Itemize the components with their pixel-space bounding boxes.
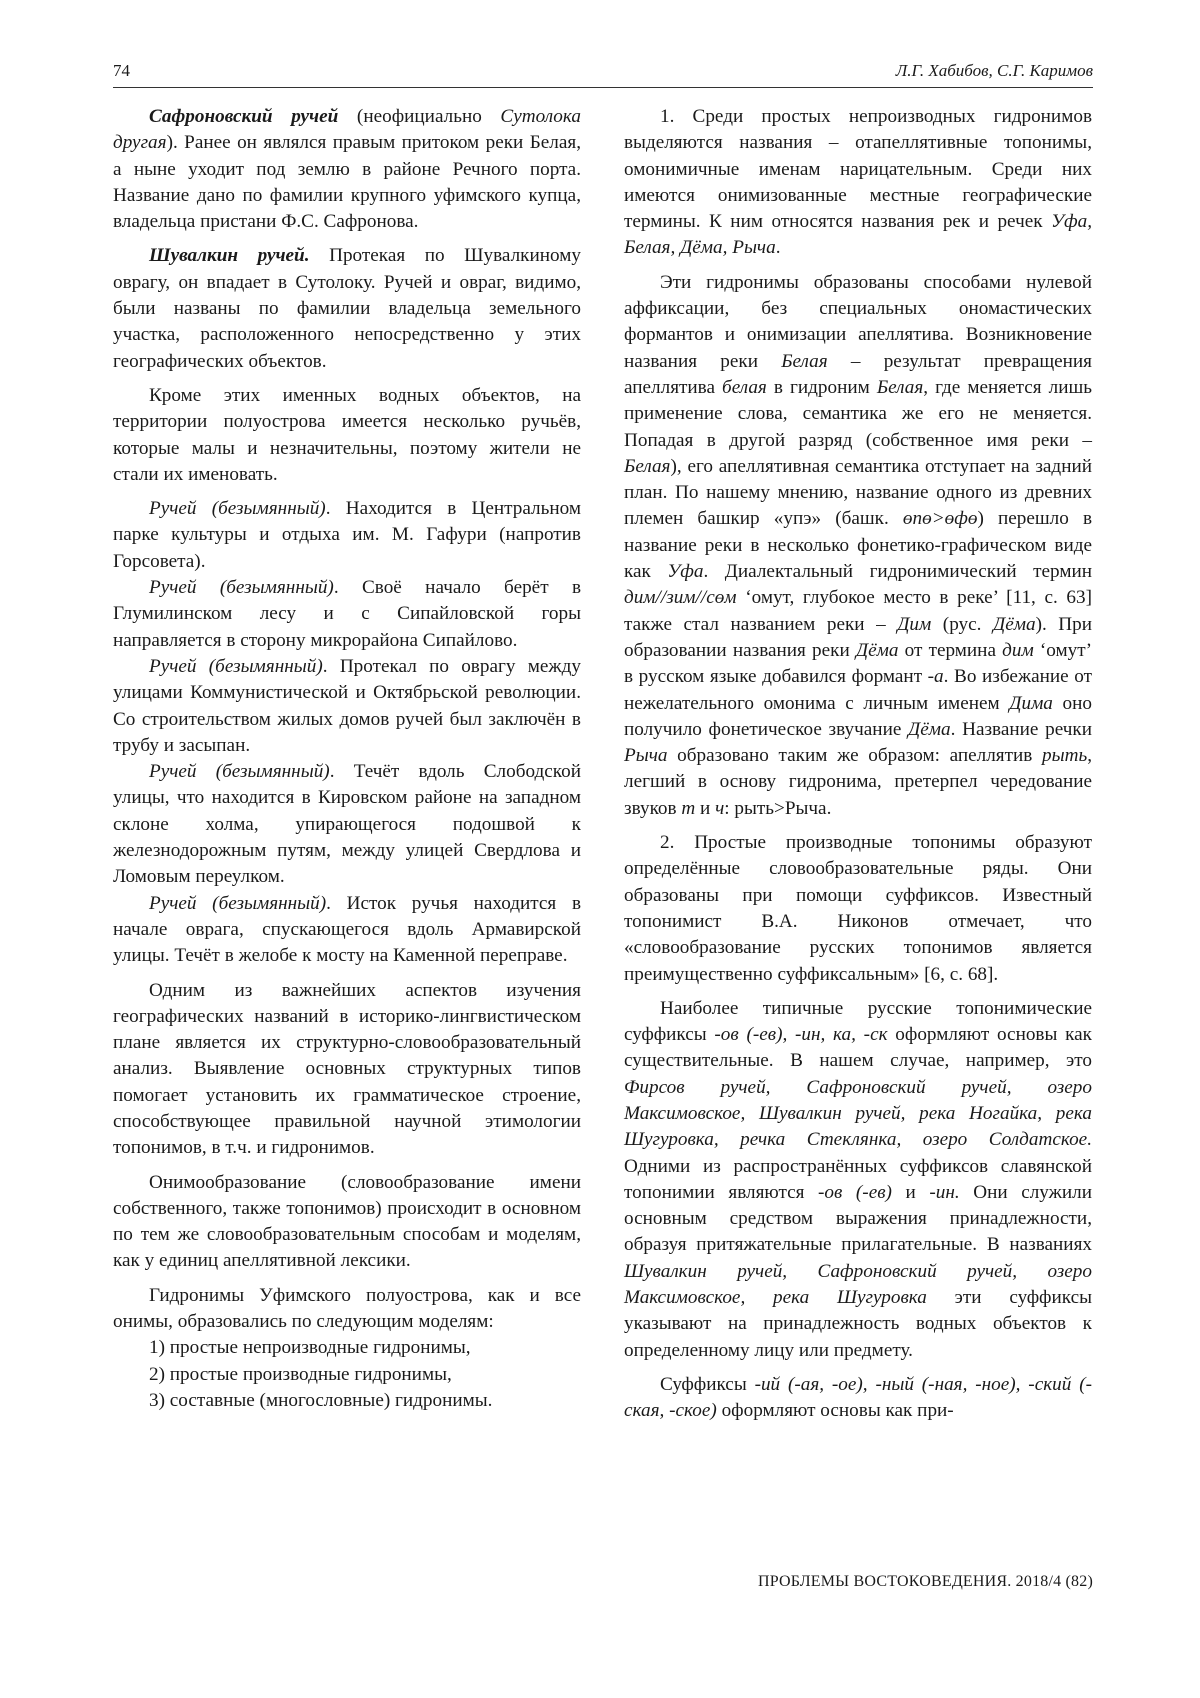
italic-term: Ручей (безымянный) <box>149 892 327 914</box>
italic-term: Ручей (безымянный) <box>149 498 326 520</box>
page-number: 74 <box>113 61 130 80</box>
italic-term: -ин. <box>929 1181 960 1203</box>
italic-term: Ручей (безымянный) <box>149 577 334 599</box>
italic-term: Дёма <box>992 613 1036 635</box>
italic-term: Сутолока другая <box>113 106 581 154</box>
journal-footer: ПРОБЛЕМЫ ВОСТОКОВЕДЕНИЯ. 2018/4 (82) <box>757 1573 1093 1590</box>
list-item: 1) простые непроизводные гидронимы, <box>149 1337 471 1359</box>
right-column <box>624 104 1092 1425</box>
italic-term: Уфа, Белая, Дёма, Рыча <box>624 211 1092 259</box>
paragraph: Ручей (безымянный). Исток ручья находится в начале оврага, спускающегося вдоль Армавирской улицы. Течёт в желобе к мосту на Каменной переправе. <box>113 892 581 967</box>
paragraph: Сафроновский ручей (неофициально Сутолока другая). Ранее он являлся правым притоком реки Белая, а ныне уходит под землю в районе Речного порта. Название дано по фамилии крупного уфимского купца, владельца пристани Ф.С. Сафронова. <box>113 106 581 233</box>
paragraph: Шувалкин ручей. Протекая по Шувалкиному оврагу, он впадает в Сутолоку. Ручей и овраг, видимо, были названы по фамилии владельца земельного участка, расположенного непосредственно у этих географических объектов. <box>113 245 581 372</box>
paragraph: Кроме этих именных водных объектов, на территории полуострова имеется несколько ручьёв, которые малы и незначительны, поэтому жители не стали их именовать. <box>113 384 581 485</box>
paragraph: Ручей (безымянный). Находится в Центральном парке культуры и отдыха им. М. Гафури (напротив Горсовета). <box>113 498 581 572</box>
paragraph: Ручей (безымянный). Протекал по оврагу между улицами Коммунистической и Октябрьской революции. Со строительством жилых домов ручей был заключён в трубу и засыпан. <box>113 655 581 756</box>
paragraph: Ручей (безымянный). Течёт вдоль Слободской улицы, что находится в Кировском районе на западном склоне холма, упирающегося подошвой к железнодорожным путям, между улицей Свердлова и Ломовым переулком. <box>113 761 581 888</box>
italic-term: Белая <box>624 455 671 477</box>
entry-heading: Сафроновский ручей <box>149 106 339 127</box>
italic-term: Дёма <box>855 639 899 661</box>
italic-term: -ов (-ев), -ин, ка, -ск <box>714 1024 888 1046</box>
list-item: 2) простые производные гидронимы, <box>149 1363 452 1385</box>
italic-term: дим//зим//сөм <box>624 587 737 609</box>
italic-term: Ручей (безымянный) <box>149 761 330 783</box>
italic-term: Дёма <box>908 718 951 740</box>
italic-term: Уфа <box>667 561 704 583</box>
paragraph: Эти гидронимы образованы способами нулевой аффиксации, без специальных ономастических формантов и онимизации апеллятива. Возникновение названия реки Белая – результат превращения апеллятива белая в гидроним Белая, где меняется лишь применение слова, семантика же его не меняется. Попадая в другой разряд (собственное имя реки – Белая), его апеллятивная семантика отступает на задний план. По нашему мнению, название одного из древних племен башкир «упэ» (башк. өпө>өфө) перешло в название реки в несколько фонетико-графическом виде как Уфа. Диалектальный гидронимический термин дим//зим//сөм ‘омут, глубокое место в реке’ [11, с. 63] также стал названием реки – Дим (рус. Дёма). При образовании названия реки Дёма от термина дим ‘омут’ в русском языке добавился формант -а. Во избежание от нежелательного омонима с личным именем Дима оно получило фонетическое звучание Дёма. Название речки Рыча образовано таким же образом: апеллятив рыть, легший в основу гидронима, претерпел чередование звуков т и ч: рыть>Рыча. <box>624 271 1093 819</box>
paragraph: Наиболее типичные русские топонимические суффиксы -ов (-ев), -ин, ка, -ск оформляют основы как существительные. В нашем случае, например, это Фирсов ручей, Сафроновский ручей, озеро Максимовское, Шувалкин ручей, река Ногайка, река Шугуровка, речка Стеклянка, озеро Солдатское. Одними из распространённых суффиксов славянской топонимии являются -ов (-ев) и -ин. Они служили основным средством выражения принадлежности, образуя притяжательные прилагательные. В названиях Шувалкин ручей, Сафроновский ручей, озеро Максимовское, река Шугуровка эти суффиксы указывают на принадлежность водных объектов к определенному лицу или предмету. <box>624 997 1093 1361</box>
paragraph: Ручей (безымянный). Своё начало берёт в Глумилинском лесу и с Сипайловской горы направляется в сторону микрорайона Сипайлово. <box>113 577 581 651</box>
italic-term: Дима <box>1009 692 1053 714</box>
paragraph: Гидронимы Уфимского полуострова, как и все онимы, образовались по следующим моделям: <box>113 1284 581 1333</box>
italic-term: Белая <box>876 376 924 398</box>
left-column <box>113 104 581 1414</box>
italic-term: Шувалкин ручей, Сафроновский ручей, озеро Максимовское, река Шугуровка <box>624 1260 1092 1309</box>
running-head-authors: Л.Г. Хабибов, С.Г. Каримов <box>895 61 1093 80</box>
italic-term: т <box>681 797 696 819</box>
italic-term: белая <box>722 376 767 398</box>
italic-term: ч <box>715 797 725 819</box>
italic-term: рыть <box>1042 745 1088 767</box>
paragraph: Онимообразование (словообразование имени собственного, также топонимов) происходит в основном по тем же словообразовательным способам и моделям, как у единиц апеллятивной лексики. <box>113 1171 581 1272</box>
entry-heading: Шувалкин ручей. <box>149 245 310 267</box>
italic-term: -ий (-ая, -ое), -ный (-ная, -ное), -ский (-ская, -ское) <box>624 1373 1092 1422</box>
italic-term: Рыча <box>624 745 668 767</box>
list-item: 3) составные (многословные) гидронимы. <box>149 1389 493 1411</box>
italic-term: Ручей (безымянный) <box>149 655 323 677</box>
italic-term: Белая <box>781 350 828 372</box>
running-head <box>113 57 1093 88</box>
paragraph: 1. Среди простых непроизводных гидронимов выделяются названия – отапеллятивные топонимы, омонимичные именам нарицательным. Среди них имеются онимизованные местные географические термины. К ним относятся названия рек и речек Уфа, Белая, Дёма, Рыча. <box>624 106 1092 259</box>
italic-term: Дим <box>897 613 932 635</box>
italic-term: Фирсов ручей, Сафроновский ручей, озеро Максимовское, Шувалкин ручей, река Ногайка, река Шугуровка, речка Стеклянка, озеро Солдатское. <box>624 1076 1092 1151</box>
paragraph: Суффиксы -ий (-ая, -ое), -ный (-ная, -ное), -ский (-ская, -ское) оформляют основы как при- <box>624 1373 1092 1422</box>
italic-term: -а <box>927 666 944 688</box>
italic-term: -ов (-ев) <box>818 1181 892 1203</box>
paragraph: Одним из важнейших аспектов изучения географических названий в историко-лингвистическом плане является их структурно-словообразовательный анализ. Выявление основных структурных типов помогает установить их грамматическое строение, способствующее правильной научной этимологии топонимов, в т.ч. и гидронимов. <box>113 979 581 1159</box>
italic-term: дим <box>1002 639 1034 661</box>
paragraph: 2. Простые производные топонимы образуют определённые словообразовательные ряды. Они образованы при помощи суффиксов. Известный топонимист В.А. Никонов отмечает, что «словообразование русских топонимов является преимущественно суффиксальным» [6, с. 68]. <box>624 832 1092 985</box>
italic-term: өпө>өфө <box>902 508 978 530</box>
